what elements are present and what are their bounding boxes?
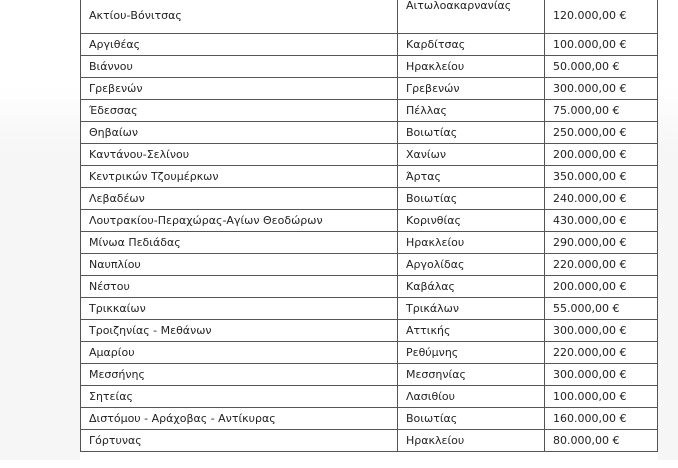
table-row bbox=[81, 210, 658, 232]
prefecture-cell: Αργολίδας bbox=[398, 254, 545, 276]
amount-cell: 80.000,00 € bbox=[545, 430, 658, 452]
amount-cell: 250.000,00 € bbox=[545, 122, 658, 144]
amount-cell: 200.000,00 € bbox=[545, 144, 658, 166]
municipality-cell: Βιάννου bbox=[81, 56, 398, 78]
table-row bbox=[81, 34, 658, 56]
amount-cell: 300.000,00 € bbox=[545, 320, 658, 342]
municipality-cell: Λεβαδέων bbox=[81, 188, 398, 210]
prefecture-cell: Βοιωτίας bbox=[398, 408, 545, 430]
amount-cell: 75.000,00 € bbox=[545, 100, 658, 122]
prefecture-cell: Χανίων bbox=[398, 144, 545, 166]
table-row bbox=[81, 342, 658, 364]
amount-cell: 200.000,00 € bbox=[545, 276, 658, 298]
allocation-table bbox=[80, 0, 658, 452]
table-row bbox=[81, 298, 658, 320]
prefecture-cell: Καβάλας bbox=[398, 276, 545, 298]
prefecture-cell: Πέλλας bbox=[398, 100, 545, 122]
table-row bbox=[81, 0, 658, 34]
amount-cell: 350.000,00 € bbox=[545, 166, 658, 188]
table-row bbox=[81, 386, 658, 408]
prefecture-cell: Άρτας bbox=[398, 166, 545, 188]
table-row bbox=[81, 100, 658, 122]
amount-cell: 220.000,00 € bbox=[545, 254, 658, 276]
municipality-cell: Θηβαίων bbox=[81, 122, 398, 144]
prefecture-cell: Αιτωλοακαρνανίας bbox=[398, 0, 545, 34]
amount-cell: 300.000,00 € bbox=[545, 364, 658, 386]
amount-cell: 290.000,00 € bbox=[545, 232, 658, 254]
municipality-cell: Ναυπλίου bbox=[81, 254, 398, 276]
table-row bbox=[81, 56, 658, 78]
table-row bbox=[81, 320, 658, 342]
municipality-cell: Ακτίου-Βόνιτσας bbox=[81, 0, 398, 34]
municipality-cell: Νέστου bbox=[81, 276, 398, 298]
table-row bbox=[81, 276, 658, 298]
prefecture-cell: Καρδίτσας bbox=[398, 34, 545, 56]
table-row bbox=[81, 122, 658, 144]
amount-cell: 160.000,00 € bbox=[545, 408, 658, 430]
amount-cell: 120.000,00 € bbox=[545, 0, 658, 34]
amount-cell: 55.000,00 € bbox=[545, 298, 658, 320]
prefecture-cell: Κορινθίας bbox=[398, 210, 545, 232]
municipality-cell: Καντάνου-Σελίνου bbox=[81, 144, 398, 166]
amount-cell: 220.000,00 € bbox=[545, 342, 658, 364]
municipality-cell: Μεσσήνης bbox=[81, 364, 398, 386]
amount-cell: 100.000,00 € bbox=[545, 34, 658, 56]
municipality-cell: Τροιζηνίας - Μεθάνων bbox=[81, 320, 398, 342]
table-row bbox=[81, 188, 658, 210]
amount-cell: 300.000,00 € bbox=[545, 78, 658, 100]
amount-cell: 430.000,00 € bbox=[545, 210, 658, 232]
table-row bbox=[81, 144, 658, 166]
prefecture-cell: Ηρακλείου bbox=[398, 56, 545, 78]
prefecture-cell: Βοιωτίας bbox=[398, 188, 545, 210]
municipality-cell: Τρικκαίων bbox=[81, 298, 398, 320]
municipality-cell: Αμαρίου bbox=[81, 342, 398, 364]
table-row bbox=[81, 408, 658, 430]
amount-cell: 100.000,00 € bbox=[545, 386, 658, 408]
table-row bbox=[81, 78, 658, 100]
municipality-cell: Γόρτυνας bbox=[81, 430, 398, 452]
amount-cell: 240.000,00 € bbox=[545, 188, 658, 210]
table-row bbox=[81, 232, 658, 254]
prefecture-cell: Ρεθύμνης bbox=[398, 342, 545, 364]
municipality-cell: Διστόμου - Αράχοβας - Αντίκυρας bbox=[81, 408, 398, 430]
municipality-cell: Γρεβενών bbox=[81, 78, 398, 100]
municipality-cell: Έδεσσας bbox=[81, 100, 398, 122]
prefecture-cell: Λασιθίου bbox=[398, 386, 545, 408]
municipality-cell: Κεντρικών Τζουμέρκων bbox=[81, 166, 398, 188]
table-row bbox=[81, 430, 658, 452]
allocation-table-body bbox=[81, 0, 658, 452]
table-row bbox=[81, 166, 658, 188]
municipality-cell: Σητείας bbox=[81, 386, 398, 408]
table-row bbox=[81, 254, 658, 276]
prefecture-cell: Αττικής bbox=[398, 320, 545, 342]
prefecture-cell: Μεσσηνίας bbox=[398, 364, 545, 386]
table-row bbox=[81, 364, 658, 386]
municipality-cell: Αργιθέας bbox=[81, 34, 398, 56]
amount-cell: 50.000,00 € bbox=[545, 56, 658, 78]
prefecture-cell: Ηρακλείου bbox=[398, 430, 545, 452]
prefecture-cell: Γρεβενών bbox=[398, 78, 545, 100]
prefecture-cell: Τρικάλων bbox=[398, 298, 545, 320]
prefecture-cell: Βοιωτίας bbox=[398, 122, 545, 144]
municipality-cell: Μίνωα Πεδιάδας bbox=[81, 232, 398, 254]
municipality-cell: Λουτρακίου-Περαχώρας-Αγίων Θεοδώρων bbox=[81, 210, 398, 232]
prefecture-cell: Ηρακλείου bbox=[398, 232, 545, 254]
